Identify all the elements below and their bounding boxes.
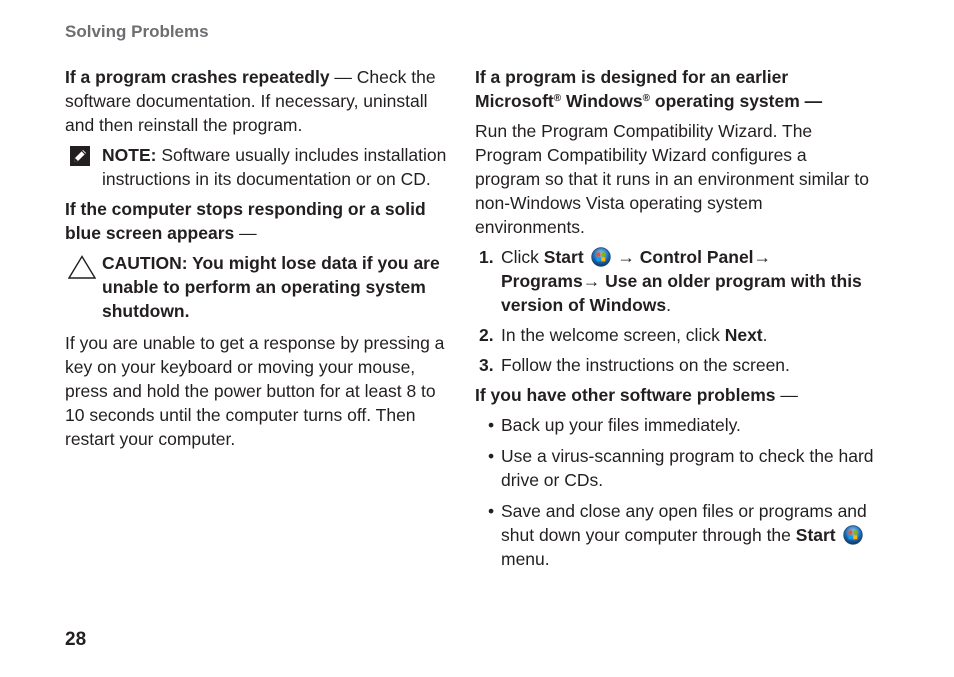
period: . (666, 295, 672, 315)
crash-body: — Check the software documentation. If necessary, uninstall and then reinstall the program. (65, 67, 436, 135)
wizard-paragraph: Run the Program Compatibility Wizard. The Program Compatibility Wizard configures a program so that it runs in an environment similar to non-Windows Vista operating system environments. (475, 121, 869, 237)
bullet-text: Save and close any open files or programs and shut down your computer through the (501, 501, 867, 545)
page-number: 28 (65, 629, 87, 650)
left-column (65, 65, 455, 457)
bullet-list (475, 413, 875, 571)
earlier-heading-part3: operating system — (650, 91, 823, 111)
older-program-label: Use an older program with this version of Windows (501, 271, 862, 315)
period: . (762, 325, 768, 345)
bullet-text-end: menu. (501, 549, 550, 569)
section-title: Solving Problems (65, 22, 209, 41)
step-text: Click (501, 247, 544, 267)
arrow-text: → (617, 247, 640, 267)
crash-heading: If a program crashes repeatedly (65, 67, 330, 87)
windows-start-orb-icon (843, 525, 863, 545)
step-item (475, 323, 875, 347)
start-label: Start (795, 525, 836, 545)
note-box (65, 143, 455, 191)
arrow-text: → (753, 247, 772, 267)
caution-triangle-icon (68, 255, 96, 279)
arrow-text: → (582, 271, 606, 291)
step-number: 2. (479, 325, 494, 345)
earlier-heading (475, 65, 875, 113)
bullet-dot: • (488, 415, 495, 435)
step-number: 1. (479, 247, 494, 267)
registered-mark: ® (642, 93, 651, 104)
note-label: NOTE: (102, 145, 157, 165)
steps-list (475, 245, 875, 377)
windows-start-orb-icon (591, 247, 611, 267)
next-label: Next (724, 325, 763, 345)
earlier-heading-part2: Windows (561, 91, 643, 111)
bullet-dot: • (488, 446, 495, 466)
step-item (475, 353, 875, 377)
bullet-text: Use a virus-scanning program to check the hard drive or CDs. (501, 446, 874, 490)
crash-paragraph (65, 65, 455, 137)
step-text: In the welcome screen, click (501, 325, 725, 345)
step-item (475, 245, 875, 317)
bullet-item (475, 413, 875, 437)
programs-label: Programs (501, 271, 583, 291)
note-text (102, 143, 455, 191)
stop-paragraph (65, 197, 455, 245)
step-text: Follow the instructions on the screen. (501, 355, 790, 375)
right-column (475, 65, 875, 578)
bullet-item (475, 444, 875, 492)
other-heading: If you have other software problems (475, 385, 776, 405)
control-panel-label: Control Panel (639, 247, 754, 267)
other-paragraph (475, 383, 875, 407)
other-dash: — (775, 385, 798, 405)
caution-box (65, 251, 455, 323)
earlier-heading-part1: If a program is designed for an earlier Microsoft (475, 67, 789, 111)
note-body: Software usually includes installation instructions in its documentation or on CD. (102, 145, 447, 189)
caution-text: CAUTION: You might lose data if you are unable to perform an operating system shutdown. (102, 253, 440, 321)
registered-mark: ® (553, 93, 562, 104)
bullet-item (475, 499, 875, 571)
bullet-dot: • (488, 501, 495, 521)
stop-heading: If the computer stops responding or a solid blue screen appears (65, 199, 426, 243)
bullet-text: Back up your files immediately. (501, 415, 741, 435)
step-number: 3. (479, 355, 494, 375)
stop-dash: — (234, 223, 257, 243)
start-label: Start (543, 247, 584, 267)
restart-paragraph: If you are unable to get a response by pressing a key on your keyboard or moving your mouse, press and hold the power button for at least 8 to 10 seconds until the computer turns off. Then restart your computer. (65, 333, 445, 449)
pencil-note-icon (70, 146, 90, 166)
